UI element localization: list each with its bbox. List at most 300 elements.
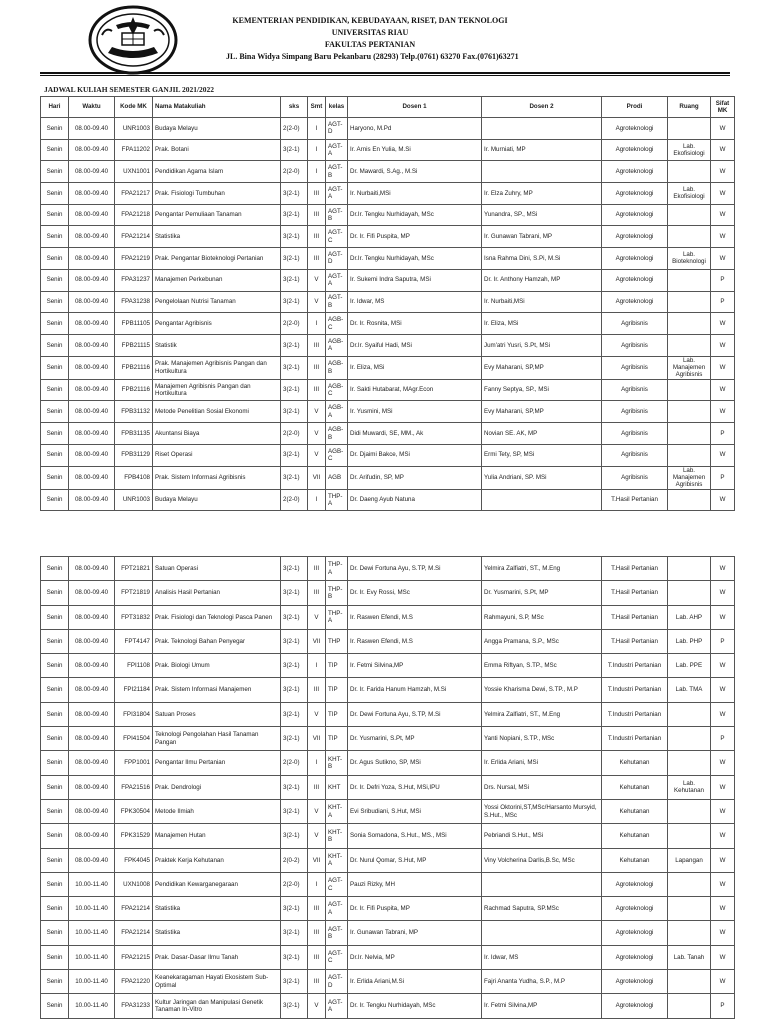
day-cell: Senin bbox=[41, 139, 69, 161]
lecturer-2-cell: Yanti Nopiani, S.TP., MSc bbox=[482, 727, 602, 751]
class-cell: AGB-C bbox=[326, 444, 348, 466]
program-cell: Agribisnis bbox=[602, 401, 668, 423]
credits-cell: 3(2-1) bbox=[281, 921, 308, 945]
room-cell bbox=[668, 799, 711, 823]
room-cell bbox=[668, 489, 711, 511]
room-cell bbox=[668, 334, 711, 356]
lecturer-2-cell: Ir. Erlida Ariani, MSi bbox=[482, 751, 602, 775]
room-cell: Lab. Manajemen Agribisnis bbox=[668, 356, 711, 379]
lecturer-1-cell: Dr.Ir. Tengku Nurhidayah, MSc bbox=[348, 248, 482, 270]
credits-cell: 2(2-0) bbox=[281, 872, 308, 896]
room-cell bbox=[668, 872, 711, 896]
program-cell: T.Hasil Pertanian bbox=[602, 629, 668, 653]
credits-cell: 3(2-1) bbox=[281, 581, 308, 605]
lecturer-1-cell: Ir. Sukemi Indra Saputra, MSi bbox=[348, 269, 482, 291]
course-name-cell: Analisis Hasil Pertanian bbox=[153, 581, 281, 605]
class-cell: KHT-B bbox=[326, 824, 348, 848]
table-row bbox=[41, 872, 735, 896]
room-cell bbox=[668, 824, 711, 848]
class-cell: AGT-A bbox=[326, 897, 348, 921]
semester-cell: V bbox=[308, 401, 326, 423]
lecturer-1-cell: Ir. Fetmi Silvina,MP bbox=[348, 654, 482, 678]
column-header: sks bbox=[281, 97, 308, 118]
lecturer-2-cell: Ir. Nurbaiti,MSi bbox=[482, 291, 602, 313]
class-cell: THP bbox=[326, 629, 348, 653]
table-row bbox=[41, 727, 735, 751]
course-code-cell: FPI21184 bbox=[115, 678, 153, 702]
course-code-cell: FPA21215 bbox=[115, 945, 153, 969]
program-cell: Kehutanan bbox=[602, 799, 668, 823]
class-cell: AGB-B bbox=[326, 356, 348, 379]
room-cell: Lab. PHP bbox=[668, 629, 711, 653]
room-cell bbox=[668, 269, 711, 291]
course-code-cell: UNR1003 bbox=[115, 118, 153, 140]
document-title: JADWAL KULIAH SEMESTER GANJIL 2021/2022 bbox=[44, 85, 215, 94]
program-cell: Agroteknologi bbox=[602, 118, 668, 140]
program-cell: Agroteknologi bbox=[602, 970, 668, 994]
day-cell: Senin bbox=[41, 226, 69, 248]
semester-cell: I bbox=[308, 161, 326, 183]
credits-cell: 3(2-1) bbox=[281, 334, 308, 356]
course-name-cell: Prak. Biologi Umum bbox=[153, 654, 281, 678]
lecturer-1-cell: Dr. Daeng Ayub Natuna bbox=[348, 489, 482, 511]
credits-cell: 3(2-1) bbox=[281, 994, 308, 1018]
room-cell bbox=[668, 313, 711, 335]
room-cell bbox=[668, 226, 711, 248]
semester-cell: I bbox=[308, 313, 326, 335]
program-cell: Agribisnis bbox=[602, 466, 668, 489]
program-cell: Kehutanan bbox=[602, 775, 668, 799]
semester-cell: V bbox=[308, 269, 326, 291]
lecturer-1-cell: Ir. Raswen Efendi, M.S bbox=[348, 605, 482, 629]
table-row bbox=[41, 581, 735, 605]
program-cell: Agribisnis bbox=[602, 444, 668, 466]
time-cell: 08.00-09.40 bbox=[69, 291, 115, 313]
lecturer-2-cell bbox=[482, 921, 602, 945]
semester-cell: I bbox=[308, 118, 326, 140]
course-type-cell: W bbox=[711, 139, 735, 161]
table-row bbox=[41, 897, 735, 921]
table-row bbox=[41, 313, 735, 335]
program-cell: Kehutanan bbox=[602, 751, 668, 775]
room-cell bbox=[668, 751, 711, 775]
program-cell: T.Industri Pertanian bbox=[602, 654, 668, 678]
column-header: Dosen 1 bbox=[348, 97, 482, 118]
credits-cell: 2(2-0) bbox=[281, 751, 308, 775]
credits-cell: 2(2-0) bbox=[281, 118, 308, 140]
lecturer-1-cell: Dr. Ir. Evy Rossi, MSc bbox=[348, 581, 482, 605]
course-type-cell: W bbox=[711, 204, 735, 226]
course-type-cell: W bbox=[711, 356, 735, 379]
program-cell: Agribisnis bbox=[602, 334, 668, 356]
credits-cell: 3(2-1) bbox=[281, 226, 308, 248]
course-type-cell: W bbox=[711, 248, 735, 270]
course-code-cell: FPA11202 bbox=[115, 139, 153, 161]
semester-cell: III bbox=[308, 226, 326, 248]
time-cell: 08.00-09.40 bbox=[69, 334, 115, 356]
time-cell: 10.00-11.40 bbox=[69, 897, 115, 921]
semester-cell: III bbox=[308, 356, 326, 379]
course-name-cell: Prak. Dasar-Dasar Ilmu Tanah bbox=[153, 945, 281, 969]
semester-cell: VII bbox=[308, 727, 326, 751]
time-cell: 08.00-09.40 bbox=[69, 269, 115, 291]
room-cell bbox=[668, 379, 711, 401]
course-code-cell: FPB31135 bbox=[115, 423, 153, 445]
course-name-cell: Manajemen Hutan bbox=[153, 824, 281, 848]
course-code-cell: FPA21214 bbox=[115, 226, 153, 248]
lecturer-2-cell: Drs. Nursal, MSi bbox=[482, 775, 602, 799]
credits-cell: 3(2-1) bbox=[281, 702, 308, 726]
credits-cell: 3(2-1) bbox=[281, 727, 308, 751]
course-code-cell: UXN1001 bbox=[115, 161, 153, 183]
course-name-cell: Statistika bbox=[153, 226, 281, 248]
program-cell: Agroteknologi bbox=[602, 204, 668, 226]
credits-cell: 3(2-1) bbox=[281, 248, 308, 270]
lecturer-1-cell: Dr. Dewi Fortuna Ayu, S.TP, M.Si bbox=[348, 557, 482, 581]
credits-cell: 2(2-0) bbox=[281, 161, 308, 183]
room-cell bbox=[668, 921, 711, 945]
column-header: Dosen 2 bbox=[482, 97, 602, 118]
schedule-table-part1 bbox=[40, 96, 735, 511]
course-name-cell: Budaya Melayu bbox=[153, 118, 281, 140]
semester-cell: III bbox=[308, 945, 326, 969]
course-name-cell: Prak. Fisiologi Tumbuhan bbox=[153, 183, 281, 205]
lecturer-2-cell bbox=[482, 872, 602, 896]
class-cell: KHT-A bbox=[326, 799, 348, 823]
room-cell: Lab. Tanah bbox=[668, 945, 711, 969]
program-cell: Agribisnis bbox=[602, 423, 668, 445]
course-name-cell: Pengantar Pemuliaan Tanaman bbox=[153, 204, 281, 226]
course-type-cell: W bbox=[711, 183, 735, 205]
lecturer-1-cell: Dr. Dewi Fortuna Ayu, S.TP, M.Si bbox=[348, 702, 482, 726]
lecturer-2-cell: Ir. Elza Zuhry, MP bbox=[482, 183, 602, 205]
time-cell: 08.00-09.40 bbox=[69, 444, 115, 466]
day-cell: Senin bbox=[41, 994, 69, 1018]
program-cell: T.Industri Pertanian bbox=[602, 702, 668, 726]
course-code-cell: FPT31832 bbox=[115, 605, 153, 629]
program-cell: Agroteknologi bbox=[602, 291, 668, 313]
table-row bbox=[41, 269, 735, 291]
table-row bbox=[41, 139, 735, 161]
program-cell: Agribisnis bbox=[602, 356, 668, 379]
university-name: UNIVERSITAS RIAU bbox=[331, 28, 409, 37]
day-cell: Senin bbox=[41, 269, 69, 291]
class-cell: AGT-D bbox=[326, 118, 348, 140]
lecturer-1-cell: Dr. Ir. Rosnita, MSi bbox=[348, 313, 482, 335]
lecturer-1-cell: Dr. Ir. Tengku Nurhidayah, MSc bbox=[348, 994, 482, 1018]
semester-cell: III bbox=[308, 970, 326, 994]
course-type-cell: P bbox=[711, 727, 735, 751]
column-header: Hari bbox=[41, 97, 69, 118]
course-name-cell: Pengantar Agribisnis bbox=[153, 313, 281, 335]
lecturer-2-cell: Isna Rahma Dini, S.Pi, M.Si bbox=[482, 248, 602, 270]
semester-cell: V bbox=[308, 444, 326, 466]
faculty-address: JL. Bina Widya Simpang Baru Pekanbaru (28293) Telp.(0761) 63270 Fax.(0761)63271 bbox=[226, 52, 519, 61]
room-cell bbox=[668, 161, 711, 183]
course-type-cell: P bbox=[711, 423, 735, 445]
lecturer-2-cell: Fanny Septya, SP., MSi bbox=[482, 379, 602, 401]
room-cell: Lab. Manajemen Agribisnis bbox=[668, 466, 711, 489]
day-cell: Senin bbox=[41, 313, 69, 335]
lecturer-2-cell: Ermi Tety, SP, MSi bbox=[482, 444, 602, 466]
lecturer-1-cell: Dr. Djaimi Bakce, MSi bbox=[348, 444, 482, 466]
day-cell: Senin bbox=[41, 334, 69, 356]
course-code-cell: FPA21214 bbox=[115, 921, 153, 945]
course-name-cell: Riset Operasi bbox=[153, 444, 281, 466]
table-row bbox=[41, 994, 735, 1018]
room-cell: Lab. Bioteknologi bbox=[668, 248, 711, 270]
room-cell bbox=[668, 401, 711, 423]
credits-cell: 3(2-1) bbox=[281, 356, 308, 379]
course-name-cell: Prak. Manajemen Agribisnis Pangan dan Hortikultura bbox=[153, 356, 281, 379]
course-type-cell: W bbox=[711, 921, 735, 945]
lecturer-1-cell: Dr. Arifudin, SP, MP bbox=[348, 466, 482, 489]
ministry-name: KEMENTERIAN PENDIDIKAN, KEBUDAYAAN, RISET, DAN TEKNOLOGI bbox=[232, 16, 508, 25]
day-cell: Senin bbox=[41, 248, 69, 270]
program-cell: Agribisnis bbox=[602, 313, 668, 335]
credits-cell: 3(2-1) bbox=[281, 629, 308, 653]
column-header: kelas bbox=[326, 97, 348, 118]
program-cell: T.Hasil Pertanian bbox=[602, 489, 668, 511]
letterhead bbox=[0, 0, 768, 80]
lecturer-2-cell: Novian SE. AK, MP bbox=[482, 423, 602, 445]
semester-cell: III bbox=[308, 897, 326, 921]
course-name-cell: Statistika bbox=[153, 897, 281, 921]
course-name-cell: Manajemen Perkebunan bbox=[153, 269, 281, 291]
lecturer-1-cell: Dr. Nurul Qomar, S.Hut, MP bbox=[348, 848, 482, 872]
class-cell: AGT-B bbox=[326, 204, 348, 226]
table-row bbox=[41, 799, 735, 823]
program-cell: T.Hasil Pertanian bbox=[602, 557, 668, 581]
class-cell: AGB-A bbox=[326, 334, 348, 356]
course-code-cell: FPT4147 bbox=[115, 629, 153, 653]
course-code-cell: FPP1001 bbox=[115, 751, 153, 775]
course-name-cell: Pendidikan Kewarganegaraan bbox=[153, 872, 281, 896]
semester-cell: VII bbox=[308, 466, 326, 489]
column-header: Ruang bbox=[668, 97, 711, 118]
day-cell: Senin bbox=[41, 872, 69, 896]
class-cell: THP-A bbox=[326, 557, 348, 581]
course-type-cell: W bbox=[711, 313, 735, 335]
course-type-cell: W bbox=[711, 605, 735, 629]
course-type-cell: W bbox=[711, 678, 735, 702]
program-cell: Agroteknologi bbox=[602, 897, 668, 921]
class-cell: AGT-D bbox=[326, 970, 348, 994]
class-cell: THP-A bbox=[326, 605, 348, 629]
course-code-cell: FPT21819 bbox=[115, 581, 153, 605]
program-cell: Kehutanan bbox=[602, 824, 668, 848]
table-row bbox=[41, 444, 735, 466]
time-cell: 10.00-11.40 bbox=[69, 921, 115, 945]
semester-cell: VII bbox=[308, 848, 326, 872]
day-cell: Senin bbox=[41, 291, 69, 313]
time-cell: 08.00-09.40 bbox=[69, 379, 115, 401]
time-cell: 08.00-09.40 bbox=[69, 605, 115, 629]
time-cell: 08.00-09.40 bbox=[69, 204, 115, 226]
column-header: Smt bbox=[308, 97, 326, 118]
time-cell: 08.00-09.40 bbox=[69, 775, 115, 799]
table-row bbox=[41, 248, 735, 270]
time-cell: 08.00-09.40 bbox=[69, 423, 115, 445]
table-row bbox=[41, 824, 735, 848]
room-cell: Lab. TMA bbox=[668, 678, 711, 702]
course-type-cell: W bbox=[711, 824, 735, 848]
credits-cell: 3(2-1) bbox=[281, 605, 308, 629]
course-code-cell: FPB31129 bbox=[115, 444, 153, 466]
course-code-cell: FPK4045 bbox=[115, 848, 153, 872]
lecturer-1-cell: Ir. Idwar, MS bbox=[348, 291, 482, 313]
semester-cell: V bbox=[308, 423, 326, 445]
table-row bbox=[41, 970, 735, 994]
column-header: Nama Matakuliah bbox=[153, 97, 281, 118]
course-name-cell: Praktek Kerja Kehutanan bbox=[153, 848, 281, 872]
day-cell: Senin bbox=[41, 581, 69, 605]
room-cell: Lab. AHP bbox=[668, 605, 711, 629]
faculty-name: FAKULTAS PERTANIAN bbox=[324, 40, 416, 49]
day-cell: Senin bbox=[41, 605, 69, 629]
lecturer-2-cell: Ir. Idwar, MS bbox=[482, 945, 602, 969]
lecturer-1-cell: Sonia Somadona, S.Hut., MS., MSi bbox=[348, 824, 482, 848]
credits-cell: 3(2-1) bbox=[281, 824, 308, 848]
lecturer-1-cell: Dr.Ir. Nelvia, MP bbox=[348, 945, 482, 969]
credits-cell: 3(2-1) bbox=[281, 775, 308, 799]
lecturer-2-cell: Dr. Ir. Anthony Hamzah, MP bbox=[482, 269, 602, 291]
time-cell: 08.00-09.40 bbox=[69, 183, 115, 205]
credits-cell: 2(2-0) bbox=[281, 313, 308, 335]
room-cell bbox=[668, 118, 711, 140]
day-cell: Senin bbox=[41, 702, 69, 726]
credits-cell: 3(2-1) bbox=[281, 799, 308, 823]
class-cell: AGT-C bbox=[326, 226, 348, 248]
program-cell: Agroteknologi bbox=[602, 994, 668, 1018]
program-cell: Agroteknologi bbox=[602, 872, 668, 896]
semester-cell: I bbox=[308, 751, 326, 775]
course-type-cell: W bbox=[711, 897, 735, 921]
course-type-cell: W bbox=[711, 848, 735, 872]
credits-cell: 3(2-1) bbox=[281, 444, 308, 466]
room-cell bbox=[668, 291, 711, 313]
room-cell: Lab. PPE bbox=[668, 654, 711, 678]
course-code-cell: FPA21516 bbox=[115, 775, 153, 799]
semester-cell: V bbox=[308, 799, 326, 823]
credits-cell: 3(2-1) bbox=[281, 269, 308, 291]
class-cell: AGB-B bbox=[326, 423, 348, 445]
credits-cell: 3(2-1) bbox=[281, 291, 308, 313]
course-code-cell: FPI1108 bbox=[115, 654, 153, 678]
day-cell: Senin bbox=[41, 161, 69, 183]
course-type-cell: W bbox=[711, 945, 735, 969]
course-code-cell: UNR1003 bbox=[115, 489, 153, 511]
day-cell: Senin bbox=[41, 654, 69, 678]
semester-cell: III bbox=[308, 248, 326, 270]
lecturer-1-cell: Dr. Mawardi, S.Ag., M.Si bbox=[348, 161, 482, 183]
course-code-cell: FPA21214 bbox=[115, 897, 153, 921]
schedule-table-part2 bbox=[40, 556, 735, 1019]
day-cell: Senin bbox=[41, 678, 69, 702]
table-row bbox=[41, 921, 735, 945]
lecturer-1-cell: Dr. Ir. Defri Yoza, S.Hut, MSi,IPU bbox=[348, 775, 482, 799]
course-type-cell: W bbox=[711, 872, 735, 896]
course-code-cell: FPK31529 bbox=[115, 824, 153, 848]
lecturer-2-cell: Viny Volcherina Darlis,B.Sc, MSc bbox=[482, 848, 602, 872]
table-row bbox=[41, 678, 735, 702]
credits-cell: 3(2-1) bbox=[281, 401, 308, 423]
course-code-cell: FPA31233 bbox=[115, 994, 153, 1018]
credits-cell: 3(2-1) bbox=[281, 466, 308, 489]
semester-cell: I bbox=[308, 872, 326, 896]
course-type-cell: W bbox=[711, 751, 735, 775]
semester-cell: VII bbox=[308, 629, 326, 653]
class-cell: TIP bbox=[326, 702, 348, 726]
table-row bbox=[41, 226, 735, 248]
room-cell bbox=[668, 970, 711, 994]
letterhead-text bbox=[225, 15, 519, 63]
semester-cell: V bbox=[308, 824, 326, 848]
lecturer-2-cell: Evy Maharani, SP,MP bbox=[482, 401, 602, 423]
semester-cell: III bbox=[308, 775, 326, 799]
lecturer-1-cell: Didi Muwardi, SE, MM., Ak bbox=[348, 423, 482, 445]
lecturer-2-cell: Emma Riftyan, S.TP., MSc bbox=[482, 654, 602, 678]
course-code-cell: FPT21821 bbox=[115, 557, 153, 581]
program-cell: Agroteknologi bbox=[602, 183, 668, 205]
semester-cell: V bbox=[308, 994, 326, 1018]
time-cell: 08.00-09.40 bbox=[69, 727, 115, 751]
lecturer-2-cell: Rahmayuni, S.P, MSc bbox=[482, 605, 602, 629]
time-cell: 08.00-09.40 bbox=[69, 489, 115, 511]
time-cell: 08.00-09.40 bbox=[69, 118, 115, 140]
course-code-cell: FPB11105 bbox=[115, 313, 153, 335]
day-cell: Senin bbox=[41, 824, 69, 848]
credits-cell: 2(2-0) bbox=[281, 423, 308, 445]
course-type-cell: W bbox=[711, 226, 735, 248]
time-cell: 08.00-09.40 bbox=[69, 629, 115, 653]
time-cell: 08.00-09.40 bbox=[69, 557, 115, 581]
course-type-cell: P bbox=[711, 269, 735, 291]
day-cell: Senin bbox=[41, 799, 69, 823]
time-cell: 08.00-09.40 bbox=[69, 848, 115, 872]
lecturer-1-cell: Ir. Gunawan Tabrani, MP bbox=[348, 921, 482, 945]
day-cell: Senin bbox=[41, 466, 69, 489]
credits-cell: 3(2-1) bbox=[281, 139, 308, 161]
column-header: Prodi bbox=[602, 97, 668, 118]
course-code-cell: FPB31132 bbox=[115, 401, 153, 423]
time-cell: 08.00-09.40 bbox=[69, 161, 115, 183]
room-cell bbox=[668, 897, 711, 921]
column-header: Kode MK bbox=[115, 97, 153, 118]
lecturer-1-cell: Ir. Erlida Ariani,M.Si bbox=[348, 970, 482, 994]
lecturer-1-cell: Ir. Yusmini, MSi bbox=[348, 401, 482, 423]
table-row bbox=[41, 183, 735, 205]
lecturer-2-cell bbox=[482, 161, 602, 183]
time-cell: 08.00-09.40 bbox=[69, 466, 115, 489]
table-row bbox=[41, 379, 735, 401]
course-code-cell: FPA31238 bbox=[115, 291, 153, 313]
semester-cell: V bbox=[308, 291, 326, 313]
course-code-cell: FPB21116 bbox=[115, 356, 153, 379]
course-name-cell: Prak. Botani bbox=[153, 139, 281, 161]
room-cell bbox=[668, 702, 711, 726]
course-type-cell: W bbox=[711, 161, 735, 183]
course-code-cell: FPA21218 bbox=[115, 204, 153, 226]
course-type-cell: W bbox=[711, 970, 735, 994]
course-name-cell: Pendidikan Agama Islam bbox=[153, 161, 281, 183]
course-type-cell: W bbox=[711, 379, 735, 401]
course-name-cell: Prak. Sistem Informasi Agribisnis bbox=[153, 466, 281, 489]
course-code-cell: FPA21219 bbox=[115, 248, 153, 270]
semester-cell: I bbox=[308, 139, 326, 161]
class-cell: AGT-C bbox=[326, 872, 348, 896]
lecturer-2-cell: Dr. Yusmarini, S.Pt, MP bbox=[482, 581, 602, 605]
